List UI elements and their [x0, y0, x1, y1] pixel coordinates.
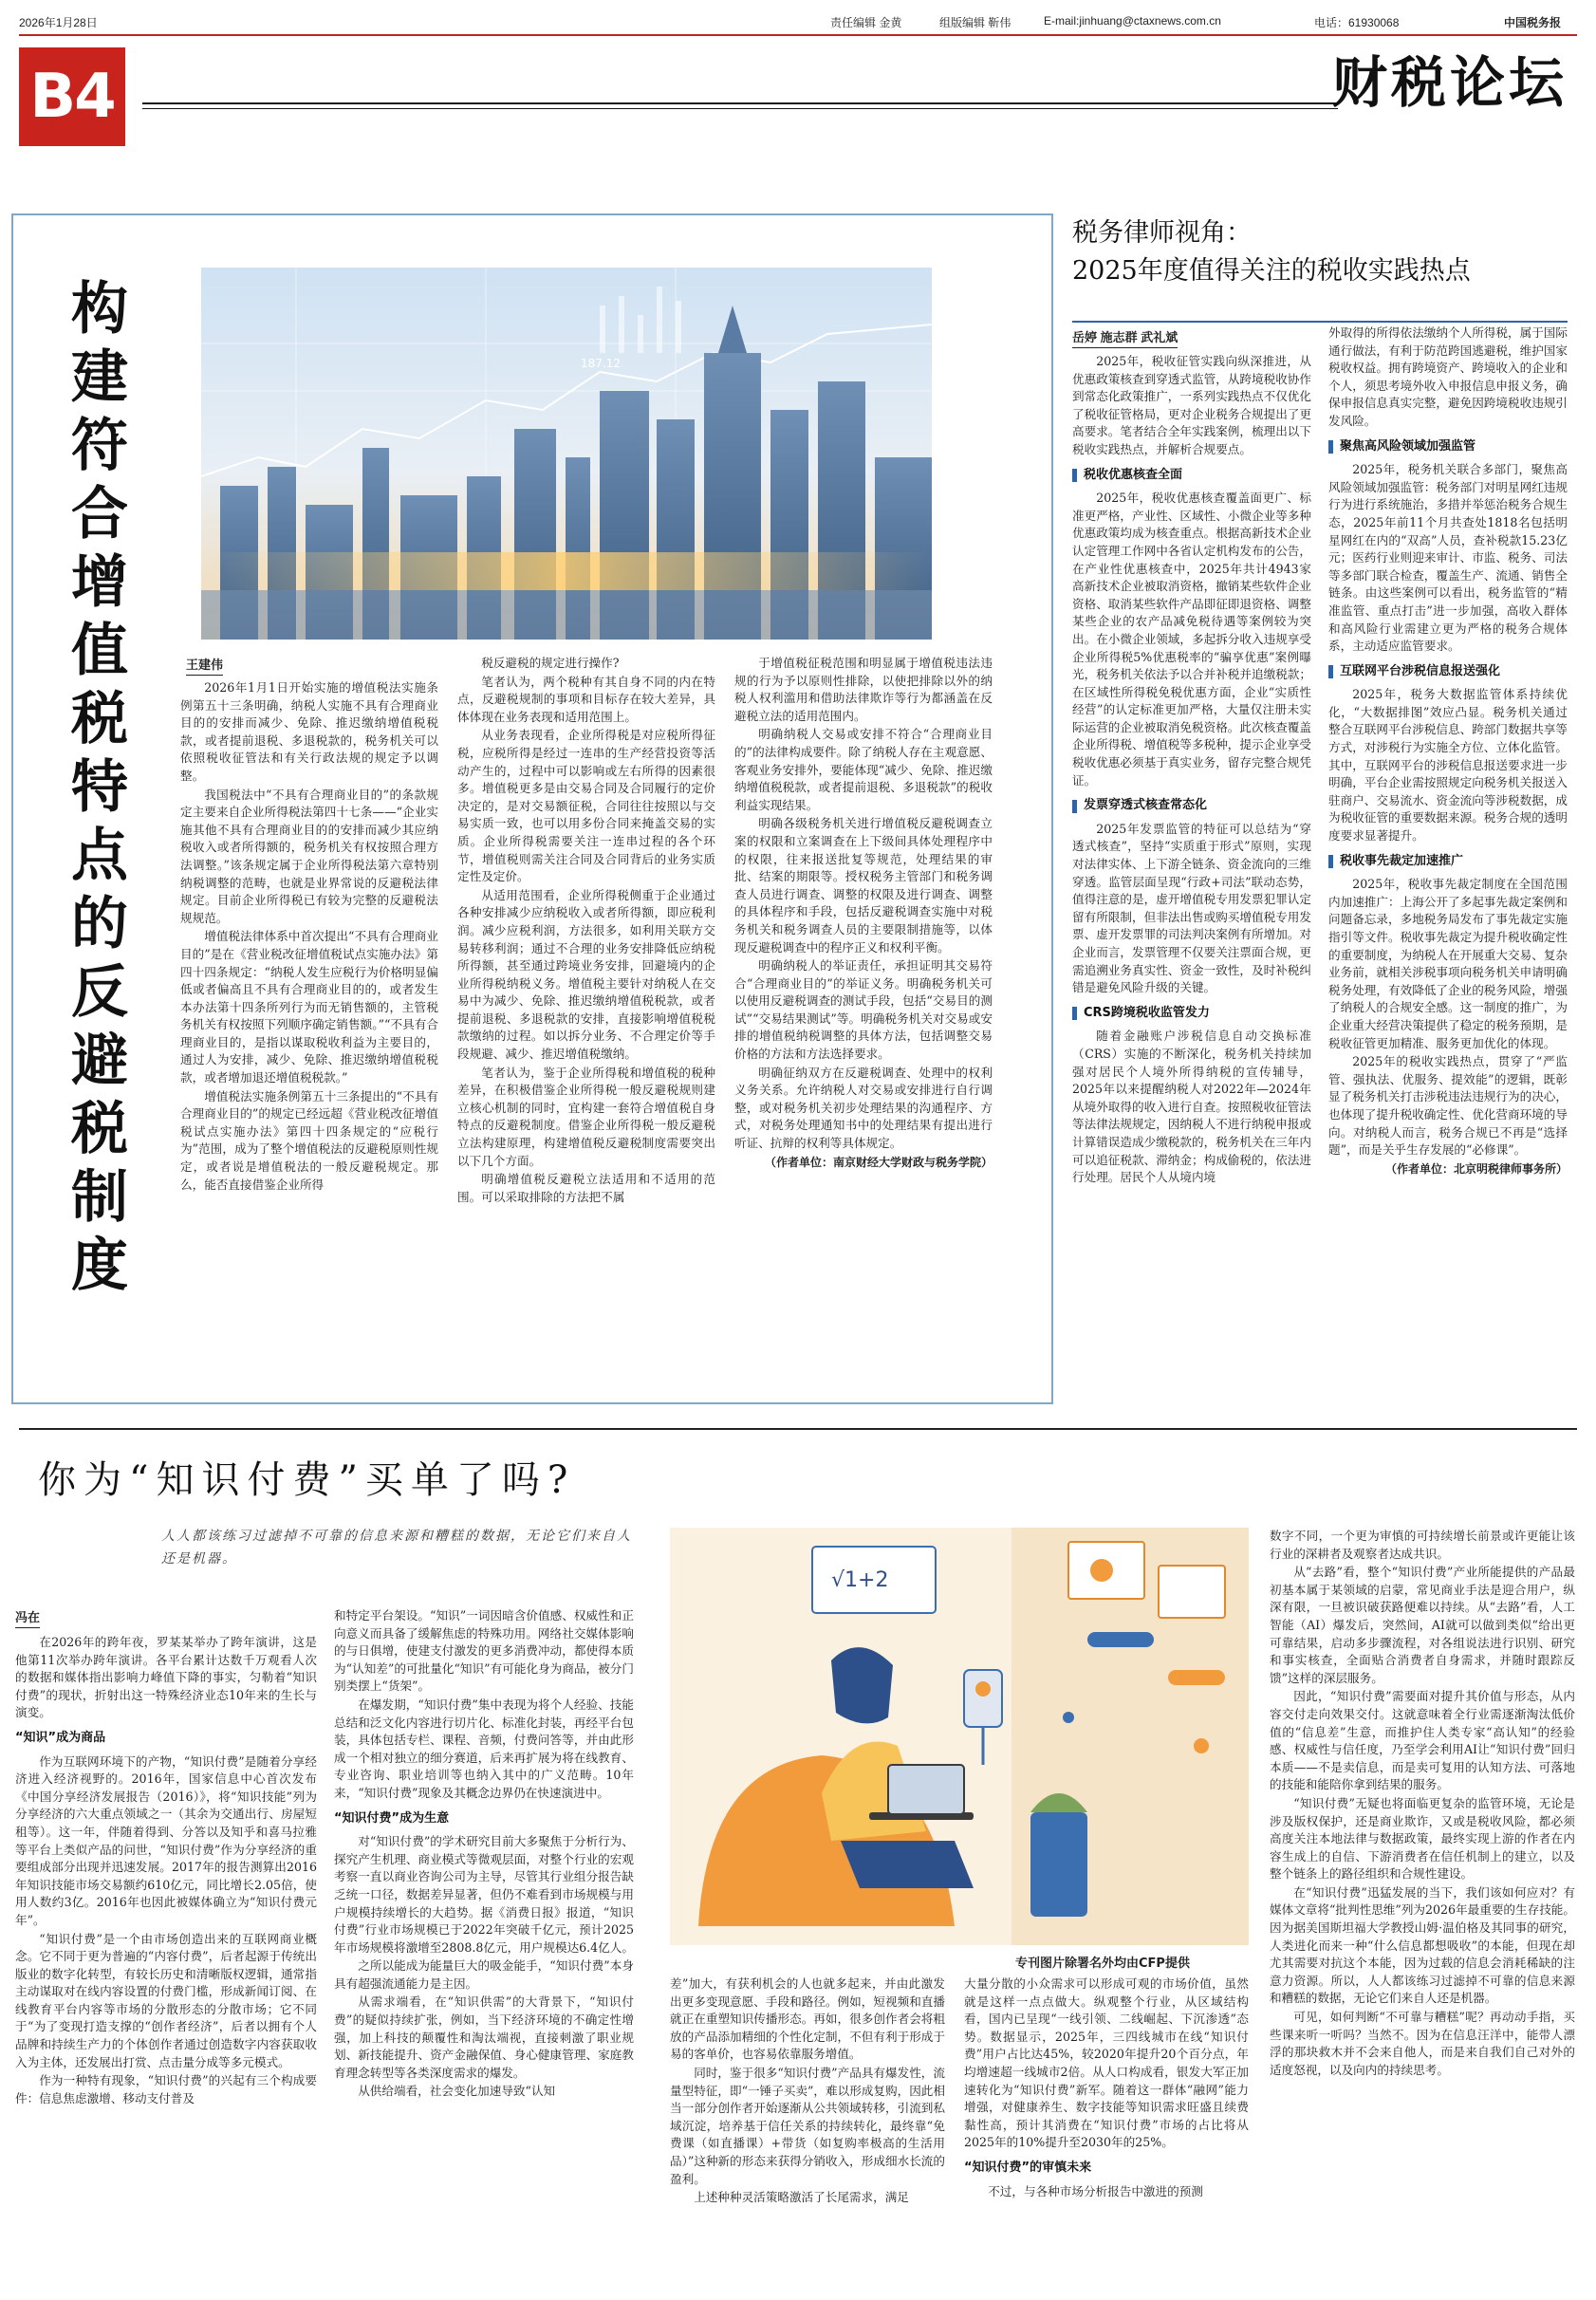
article3-column-2 — [334, 1607, 634, 2289]
paragraph: 明确各级税务机关进行增值税反避税调查立案的权限和立案调查在上下级间具体处理程序中的权限，往来报送批复等规范，处理结果的审批、结案的期限等。授权税务主管部门和税务调查人员进行调查、调整的权限及进行调查、调整的具体程序和手段，包括反避税调查实施中对税务机关和税务调查人员的主要限制措施等，以体现反避税调查中的程序正义和权利平衡。 — [734, 816, 993, 955]
paragraph: 作为互联网环境下的产物，“知识付费”是随着分享经济进入经济视野的。2016年，国家信息中心首次发布《中国分享经济发展报告（2016）》，将“知识技能”列为分享经济的六大重点领域之一（其余为交通出行、房屋短租等）。这一年，伴随着得到、分答以及知乎和喜马拉雅等平台上类似产品的问世，“知识付费”作为分享经济的重要组成部分出现并迅速发展。2017年的报告测算出2016年知识技能市场交易额约610亿元，同比增长2.05倍，使用人数约3亿。2016年也因此被媒体确立为“知识付费元年”。 — [15, 1753, 317, 1927]
board-formula: √1+2 — [831, 1568, 889, 1592]
paragraph: 明确纳税人交易或安排不符合“合理商业目的”的法律构成要件。除了纳税人存在主观意愿、客观业务安排外，要能体现“减少、免除、推迟缴纳增值税税款，或者提前退税、多退税款”的税收利益实现结果。 — [734, 727, 993, 812]
article3-lead: 人人都该练习过滤掉不可靠的信息来源和糟糕的数据，无论它们来自人还是机器。 — [161, 1529, 632, 1567]
paragraph: 我国税法中“不具有合理商业目的”的条款规定主要来自企业所得税法第四十七条——“企业实施其他不具有合理商业目的的安排而减少其应纳税收入或者所得额的，税务机关有权按照合理方法调整。”该条规定属于企业所得税法第六章特别纳税调整的范畴，也就是业界常说的反避税法律规定。目前企业所得税已有较为完整的反避税法规规范。 — [180, 787, 438, 925]
paragraph: 和特定平台架设。“知识”一词因暗含价值感、权威性和正向意义而具备了缓解焦虑的特殊功用。网络社交媒体影响的与日俱增，使建支付激发的更多消费冲动，都使得本质为“认知差”的可批量化“知识”有可能化身为商品，被分门别类摆上“货架”。 — [334, 1608, 634, 1694]
paragraph: 明确纳税人的举证责任，承担证明其交易符合“合理商业目的”的举证义务。明确税务机关可以使用反避税调查的测试手段，包括“交易目的测试”“交易结果测试”等。明确税务机关对交易或安排的增值税纳税调整的具体方法，包括调整交易价格的方法和方法选择要求。 — [734, 958, 993, 1062]
author-affiliation: （作者单位：北京明税律师事务所） — [1384, 1161, 1568, 1176]
paragraph: 笔者认为，两个税种有其自身不同的内在特点，反避税规制的事项和目标存在较大差异，具体体现在业务表现和适用范围上。 — [457, 674, 715, 724]
paragraph: 在“知识付费”迅猛发展的当下，我们该如何应对？有媒体文章将“批判性思维”列为2026年最重要的生存技能。因为据美国斯坦福大学教授山姆·温伯格及其同事的研究，人类进化而来一种“什么信息都想吸收”的本能，但现在却尤其需要对抗这个本能，因为过载的信息会消耗稀缺的注意力资源。所以，人人都该练习过滤掉不可靠的信息来源和糟糕的数据，无论它们来自人还是机器。 — [1270, 1884, 1575, 2006]
article2-byline — [1072, 327, 1178, 348]
subheading: CRS跨境税收监管发力 — [1072, 1005, 1311, 1023]
article1-column-3 — [734, 655, 993, 1393]
image-caption: 专刊图片除署名外均由CFP提供 — [1015, 1957, 1190, 1971]
article1-byline — [186, 655, 223, 676]
article3-byline — [15, 1607, 40, 1628]
paragraph: 从供给端看，社会变化加速导致“认知 — [358, 2084, 556, 2099]
article1-column-1 — [180, 679, 438, 1393]
paragraph: 增值税法律体系中首次提出“不具有合理商业目的”是在《营业税改征增值税试点实施办法》第四十四条规定：“纳税人发生应税行为价格明显偏低或者偏高且不具有合理商业目的的，或者发生本办法第十四条所列行为而无销售额的，主管税务机关有权按照下列顺序确定销售额。”“不具有合理商业目的，是指以谋取税收利益为主要目的，通过人为安排，减少、免除、推迟缴纳增值税税款，或者增加退还增值税税款。” — [180, 929, 438, 1085]
section-title: 财税论坛 — [1331, 50, 1568, 115]
paragraph: 在爆发期，“知识付费”集中表现为将个人经验、技能总结和泛文化内容进行切片化、标准化封装，再经平台包装，具体包括专栏、课程、音频，付费问答等，并由此形成一个相对独立的细分赛道，后来再扩展为将在线教育、专业咨询、职业培训等也纳入其中的广义范畴。10年来，“知识付费”现象及其概念边界仍在快速演进中。 — [334, 1697, 634, 1800]
issue-date: 2026年1月28日 — [19, 16, 98, 29]
paragraph: 税反避税的规定进行操作? — [481, 656, 620, 670]
paragraph: 数字不同，一个更为审慎的可持续增长前景或许更能让该行业的深耕者及观察者达成共识。 — [1270, 1529, 1575, 1561]
article3-title: 你为“知识付费”买单了吗? — [38, 1458, 576, 1502]
article2-rule — [1072, 321, 1568, 323]
paragraph: 同时，鉴于很多“知识付费”产品具有爆发性，流量型特征，即“一锤子买卖”，难以形成复购，因此相当一部分创作者开始逐渐从公共领域转移，引流到私域沉淀，培养基于信任关系的持续转化，最终靠“免费课（如直播课）+带货（如复购率极高的生活用品）”这种新的形态来获得分销收入，形成细水长流的盈利。 — [670, 2065, 945, 2186]
paragraph: 可见，如何判断“不可靠与糟糕”呢？再动动手指，买些课来听一听吗？当然不。因为在信息汪洋中，能带人漂浮的那块救木并不会来自他人，而是来自我们自己对外的适度怒视，以及向内的持续思考。 — [1270, 2010, 1575, 2077]
article1-column-2 — [457, 655, 715, 1393]
section-rule — [142, 102, 1338, 104]
paragraph: 从适用范围看，企业所得税侧重于企业通过各种安排减少应纳税收入或者所得额，即应税利润。减少应税利润，方法很多，如利用关联方交易转移利润；通过不合理的业务安排降低应纳税所得额，甚至通过跨境业务安排，回避境内的企业所得税纳税义务。增值税主要针对纳税人在交易中为减少、免除、推迟缴纳增值税税款，或者提前退税、多退税款的安排，直接影响增值税税款缴纳的过程。如以拆分业务、不合理定价等手段规避、减少、推迟增值税缴纳。 — [457, 887, 715, 1062]
paragraph: 作为一种特有现象，“知识付费”的兴起有三个构成要件：信息焦虑激增、移动支付普及 — [15, 2073, 317, 2105]
paragraph: 随着金融账户涉税信息自动交换标准（CRS）实施的不断深化，税务机关持续加强对居民个人境外所得纳税的宣传辅导，2025年以来提醒纳税人对2022年—2024年从境外取得的收入进行自查。按照税收征管法等法律法规规定，因纳税人不进行纳税申报或计算错误造成少缴税款的，税务机关在三年内可以追征税款、滞纳金；构成偷税的，依法进行处理。居民个人从境内境 — [1072, 1029, 1311, 1185]
article3-column-4 — [964, 1975, 1249, 2289]
paragraph: “知识付费”是一个由市场创造出来的互联网商业概念。它不同于更为普遍的“内容付费”，后者起源于传统出版业的数字化转型，有较长历史和清晰版权逻辑，通常指主动谋取对在线内容设置的付费门槛，形成新闻订阅、在线教育平台内容等市场的分散形态的分散市场；它不同于“为了变现打造支撑的“创作者经济”，后者以拥有个人品牌和持续生产力的个体创作者通过创造数字内容获取收入为主体，还发展出打赏、点击量分成等多元模式。 — [15, 1931, 317, 2069]
masthead-rule — [19, 34, 1577, 36]
subheading: “知识付费”成为生意 — [334, 1810, 450, 1826]
article2-column-2 — [1328, 325, 1568, 1397]
paragraph: 2025年，税收事先裁定制度在全国范围内加速推广：上海公开了多起事先裁定案例和问题备忘录，多地税务局发布了事先裁定实施指引等文件。税收事先裁定为提升税收确定性的重要制度，为纳税人在开展重大交易、复杂业务前，就相关涉税事项向税务机关申请明确税务处理，有效降低了企业的税务风险，增强了纳税人的合规安全感。这一制度的推广，为企业重大经营决策提供了稳定的税务预期，是税收征管更加精准、服务更加优化的体现。 — [1328, 877, 1568, 1050]
city-finance-photo — [201, 268, 932, 640]
article2-column-1 — [1072, 353, 1311, 1397]
article2-title-line1: 税务律师视角： — [1072, 218, 1252, 248]
subheading: 发票穿透式核查常态化 — [1072, 797, 1311, 815]
paragraph: 2025年，税务机关联合多部门，聚焦高风险领域加强监管：税务部门对明星网红违规行为进行系统施治，多措并举惩治税务合规生态，2025年前11个月共查处1818名包括明星网红在内的“双高”人员，查补税款15.23亿元；医药行业则迎来审计、市监、税务、司法等多部门联合检查，覆盖生产、流通、销售全链条。由这些案例可以看出，税务监管的“精准监管、重点打击”进一步加强，高收入群体和高风险行业需建立更为严格的税务合规体系，主动适应监管要求。 — [1328, 462, 1568, 654]
paragraph: 不过，与各种市场分析报告中激进的预测 — [988, 2183, 1203, 2198]
paragraph: 在2026年的跨年夜，罗某某举办了跨年演讲，这是他第11次举办跨年演讲。各平台累计达数千万观看人次的数据和媒体指出影响力峰值下降的事实，匀勒着“知识付费”的现状，折射出这一特殊经济业态10年来的生长与演变。 — [15, 1635, 317, 1720]
paragraph: 于增值税征税范围和明显属于增值税违法违规的行为予以原则性排除，以使把排除以外的纳税人权利滥用和借助法律欺诈等行为都涵盖在反避税立法的适用范围内。 — [734, 656, 993, 723]
paragraph: 上述种种灵活策略激活了长尾需求，满足 — [694, 2190, 909, 2205]
author-affiliation: （作者单位：南京财经大学财政与税务学院） — [764, 1155, 993, 1169]
subheading: 税收事先裁定加速推广 — [1328, 853, 1568, 871]
paragraph: 从业务表现看，企业所得税是对应税所得征税，应税所得是经过一连串的生产经营投资等活动产生的，过程中可以影响或左右所得的因素很多。增值税更多是由交易合同及合同履行的定价决定的，是对交易额征税，合同往往按照以与交易实质一致，也可以用多份合同来掩盖交易的实质。企业所得税需要关注一连串过程的各个环节，增值税则需关注合同及合同背后的业务实质定性及定价。 — [457, 728, 715, 884]
paragraph: 2025年发票监管的特征可以总结为“穿透式核查”，坚持“实质重于形式”原则，实现对法律实体、上下游全链条、资金流向的三维穿透。监管层面呈现“行政+司法”联动态势，值得注意的是，虚开增值税专用发票犯罪认定留有所限制，但非法出售或购买增值税专用发票、虚开发票罪的司法判决案例有所增加。对企业而言，发票管理不仅要关注票面合规，更需追溯业务真实性、资金一致性，及时补税纠错是避免风险升级的关键。 — [1072, 821, 1311, 995]
article2-title — [1072, 214, 1566, 290]
svg-text:187.12: 187.12 — [581, 357, 621, 370]
paragraph: 大量分散的小众需求可以形成可观的市场价值，虽然就是这样一点点做大。纵观整个行业，从区域结构看，国内已呈现“一线引领、二线崛起、下沉渗透”态势。数据显示，2025年，三四线城市在线“知识付费”用户占比达45%，较2020年提升20个百分点，年均增速超一线城市2倍。从人口构成看，银发大军正加速转化为“知识付费”新军。随着这一群体“融网”能力增强，对健康养生、数字技能等知识需求旺盛且续费黏性高，预计其消费在“知识付费”市场的占比将从2025年的10%提升至2030年的25%。 — [964, 1976, 1249, 2150]
editor-phone: 电话：61930068 — [1314, 16, 1400, 29]
section-rule-thin — [142, 108, 1338, 109]
editor-credit: 责任编辑 金黄 — [830, 16, 902, 29]
knowledge-payment-illustration — [670, 1528, 1249, 1945]
author-names: 岳婷 施志群 武礼斌 — [1072, 327, 1178, 348]
article3-top-rule — [19, 1428, 1577, 1430]
paragraph: 增值税法实施条例第五十三条提出的“不具有合理商业目的”的规定已经远超《营业税改征增值税试点实施办法》第四十四条规定的“应税行为”范围，成为了整个增值税法的反避税原则性规定，或者说是增值税法的一般反避税规定。那么，能否直接借鉴企业所得 — [180, 1088, 438, 1192]
paper-name: 中国税务报 — [1504, 16, 1562, 29]
paragraph: 明确征纳双方在反避税调查、处理中的权利义务关系。允许纳税人对交易或安排进行自行调整，或对税务机关初步处理结果的沟通程序、方式，对税务处理通知书中的处理结果有提出进行听证、抗辩的权利等具体规定。 — [734, 1065, 993, 1151]
paragraph: 差”加大，有获利机会的人也就多起来，并由此激发出更多变现意愿、手段和路径。例如，短视频和直播就正在重塑知识传播形态。再如，很多创作者会将粗放的产品添加精细的个性化定制，不但有利于形成于易的客单价，也容易依靠服务增值。 — [670, 1976, 945, 2062]
paragraph: 2025年，税收征管实践向纵深推进，从优惠政策核查到穿透式监管，从跨境税收协作到常态化政策推广，一系列实践热点不仅优化了税收征管格局，更对企业税务合规提出了更高要求。笔者结合全年实践案例，梳理出以下税收实践热点，并解析合规要点。 — [1072, 354, 1311, 456]
article3-column-1 — [15, 1634, 317, 2289]
author-name: 王建伟 — [186, 655, 223, 676]
paragraph: 明确增值税反避税立法适用和不适用的范围。可以采取排除的方法把不属 — [457, 1172, 715, 1204]
paragraph: 笔者认为，鉴于企业所得税和增值税的税种差异，在积极借鉴企业所得税一般反避税规则建立核心机制的同时，宜构建一套符合增值税自身特点的反避税制度。借鉴企业所得税一般反避税立法构建原理，构建增值税反避税制度需要突出以下几个方面。 — [457, 1065, 715, 1168]
editor-email[interactable]: E-mail:jinhuang@ctaxnews.com.cn — [1044, 14, 1221, 28]
article2-title-line2: 2025年度值得关注的税收实践热点 — [1072, 256, 1471, 286]
subheading: “知识付费”的审慎未来 — [964, 2160, 1092, 2175]
paragraph: “知识付费”无疑也将面临更复杂的监管环境，无论是涉及版权保护，还是商业欺诈，又或是税收风险，都必须高度关注本地法律与数据政策，最终实现上游的作者在内容生成上的自信、下游消费者在信任机制上的建立，以及整个链条上的路径组织和合规性建设。 — [1270, 1795, 1575, 1882]
subheading: 税收优惠核查全面 — [1072, 467, 1311, 485]
paragraph: 2025年的税收实践热点，贯穿了“严监管、强执法、优服务、提效能”的逻辑，既彰显了税务机关打击涉税违法违规行为的决心，也体现了提升税收确定性、优化营商环境的导向。对纳税人而言，税务合规已不再是“选择题”，而是关乎生存发展的“必修课”。 — [1328, 1054, 1568, 1158]
layout-editor-credit: 组版编辑 靳伟 — [939, 16, 1011, 29]
paragraph: 因此，“知识付费”需要面对提升其价值与形态，从内容交付走向效果交付。这就意味着全行业需逐渐淘汰低价值的“信息差”生意，而推护住人类专家“高认知”的经验感、权威性与信任度，乃至学会利用AI让“知识付费”回归本质——不是卖信息，而是卖可复用的认知方法、可落地的技能和能陪你拿到结果的服务。 — [1270, 1689, 1575, 1792]
article3-column-3 — [670, 1975, 945, 2289]
paragraph: 2026年1月1日开始实施的增值税法实施条例第五十三条明确，纳税人实施不具有合理商业目的的安排而减少、免除、推迟缴纳增值税税款，或者提前退税、多退税款的，税务机关可以依照税收征管法和有关行政法规的规定予以调整。 — [180, 680, 438, 783]
subheading: “知识”成为商品 — [15, 1730, 106, 1745]
paragraph: 外取得的所得依法缴纳个人所得税，属于国际通行做法，有利于防范跨国逃避税，维护国家税收权益。拥有跨境资产、跨境收入的企业和个人，须思考境外收入申报信息申报义务，确保申报信息真实完整，避免因跨境税收违规引发风险。 — [1328, 325, 1568, 428]
author-name: 冯在 — [15, 1607, 40, 1628]
subheading: 聚焦高风险领域加强监管 — [1328, 438, 1568, 456]
paragraph: 之所以能成为能量巨大的吸金能手，“知识付费”本身具有超强流通能力是主因。 — [334, 1958, 634, 1991]
subheading: 互联网平台涉税信息报送强化 — [1328, 663, 1568, 681]
article1-title: 构建符合增值税特点的反避税制度 — [71, 276, 128, 1299]
page-code-badge: B4 — [19, 47, 125, 146]
paragraph: 从“去路”看，整个“知识付费”产业所能提供的产品最初基本属于某领域的启蒙，常见商业手法是迎合用户，纵深有限，一旦被识破获路便难以持续。从“去路”看，人工智能（AI）爆发后，突然间，AI就可以做到类似“给出更可靠结果，启动多步骤流程，对各组说法进行识别、研究和事实核查，全面贴合消费者自身需求，并随时跟踪反馈”这样的深层服务。 — [1270, 1565, 1575, 1685]
page-header-bar — [19, 11, 1577, 32]
paragraph: 从需求端看，在“知识供需”的大背景下，“知识付费”的疑似持续扩张，例如，当下经济环境的不确定性增强，加上科技的颠覆性和淘汰端视，直接刺激了职业规划、新技能提升、资产金融保值、身心健康管理、家庭教育理念转型等各类深度需求的爆发。 — [334, 1994, 634, 2080]
paragraph: 2025年，税收优惠核查覆盖面更广、标准更严格，产业性、区域性、小微企业等多种优惠政策均成为核查重点。根据高新技术企业认定管理工作网中各省认定机构发布的公告，在产业性优惠核查中，2025年共计4943家高新技术企业被取消资格，撤销某些软件企业资格、取消某些软件产品即征即退资格、调整某些企业的农产品减免税待遇等案例较为突出。在小微企业领域，多起拆分收入违规享受企业所得税5%优惠税率的“骗享优惠”案例曝光，税务机关依法予以合并补税并追缴税款；在区域性所得税免税优惠方面，企业“实质性经营”的认定标准更加严格，大量仅注册未实际运营的企业被取消免税资格。此次核查覆盖企业所得税、增值税等多税种，提示企业享受税收优惠必须基于真实业务，留存完整合规凭证。 — [1072, 491, 1311, 788]
paragraph: 对“知识付费”的学术研究目前大多聚焦于分析行为、探究产生机理、商业模式等微观层面，对整个行业的宏观考察一直以商业咨询公司为主导，尽管其行业组分报告缺乏统一口径，数据差异显著，但仍不难看到市场规模与用户规模持续增长的大趋势。据《消费日报》报道，“知识付费”行业市场规模已于2022年突破千亿元，预计2025年市场规模将激增至2808.8亿元，用户规模达6.4亿人。 — [334, 1834, 634, 1955]
article3-column-5 — [1270, 1528, 1575, 2289]
paragraph: 2025年，税务大数据监管体系持续优化，“大数据排图”效应凸显。税务机关通过整合互联网平台涉税信息、跨部门数据共享等方式，对涉税行为实施全方位、立体化监管。其中，互联网平台的涉税信息报送要求进一步明确，平台企业需按照规定向税务机关报送入驻商户、交易流水、资金流向等涉税数据，成为税收征管的重要数据来源。税务合规的透明度要求显著提升。 — [1328, 687, 1568, 844]
